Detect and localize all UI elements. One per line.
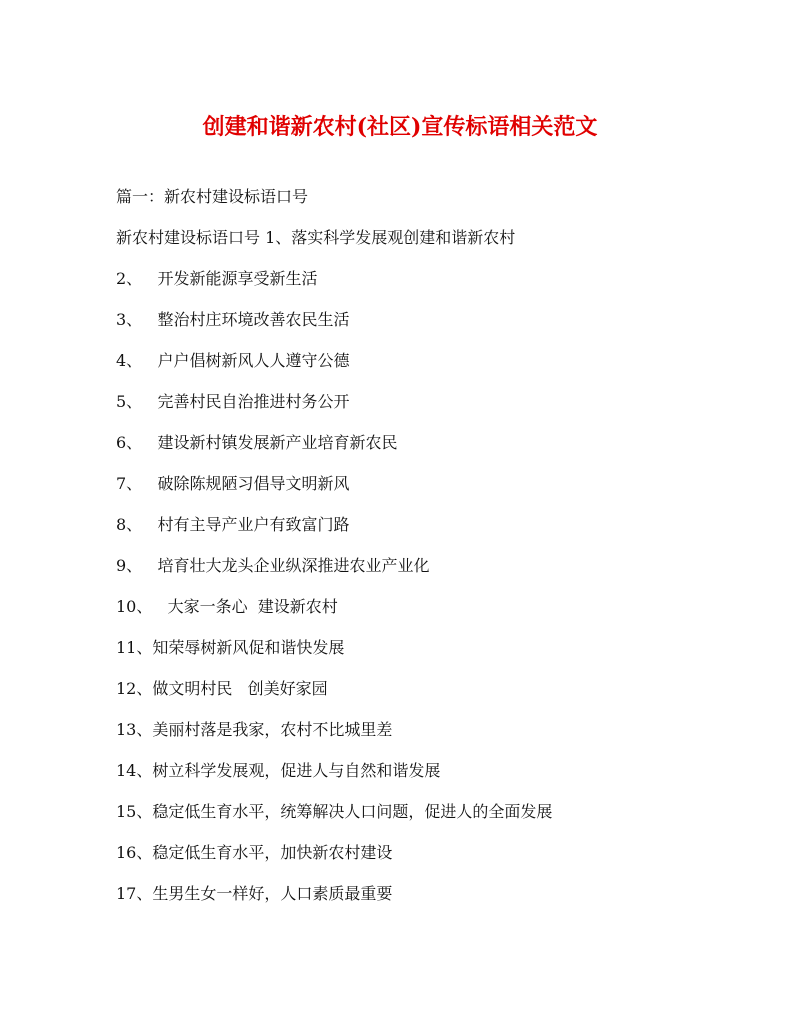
slogan-line: 6、 建设新村镇发展新产业培育新农民 (116, 433, 398, 452)
slogan-line: 15、稳定低生育水平，统筹解决人口问题，促进人的全面发展 (116, 802, 553, 821)
slogan-list (116, 225, 552, 922)
slogan-line: 13、美丽村落是我家，农村不比城里差 (116, 720, 393, 739)
slogan-line: 8、 村有主导产业户有致富门路 (116, 515, 350, 534)
slogan-line: 7、 破除陈规陋习倡导文明新风 (116, 474, 350, 493)
slogan-line: 14、树立科学发展观，促进人与自然和谐发展 (116, 761, 441, 780)
slogan-line: 11、知荣辱树新风促和谐快发展 (116, 638, 345, 657)
slogan-line: 新农村建设标语口号 1、落实科学发展观创建和谐新农村 (116, 228, 516, 247)
slogan-line: 9、 培育壮大龙头企业纵深推进农业产业化 (116, 556, 430, 575)
slogan-line: 10、 大家一条心 建设新农村 (116, 597, 338, 616)
slogan-line: 2、 开发新能源享受新生活 (116, 269, 318, 288)
document-title: 创建和谐新农村(社区)宣传标语相关范文 (202, 114, 598, 140)
slogan-line: 3、 整治村庄环境改善农民生活 (116, 310, 350, 329)
slogan-line: 16、稳定低生育水平，加快新农村建设 (116, 843, 393, 862)
slogan-line: 4、 户户倡树新风人人遵守公德 (116, 351, 350, 370)
section-heading: 篇一：新农村建设标语口号 (116, 187, 309, 206)
slogan-line: 17、生男生女一样好，人口素质最重要 (116, 884, 393, 903)
slogan-line: 5、 完善村民自治推进村务公开 (116, 392, 350, 411)
slogan-line: 12、做文明村民 创美好家园 (116, 679, 328, 698)
